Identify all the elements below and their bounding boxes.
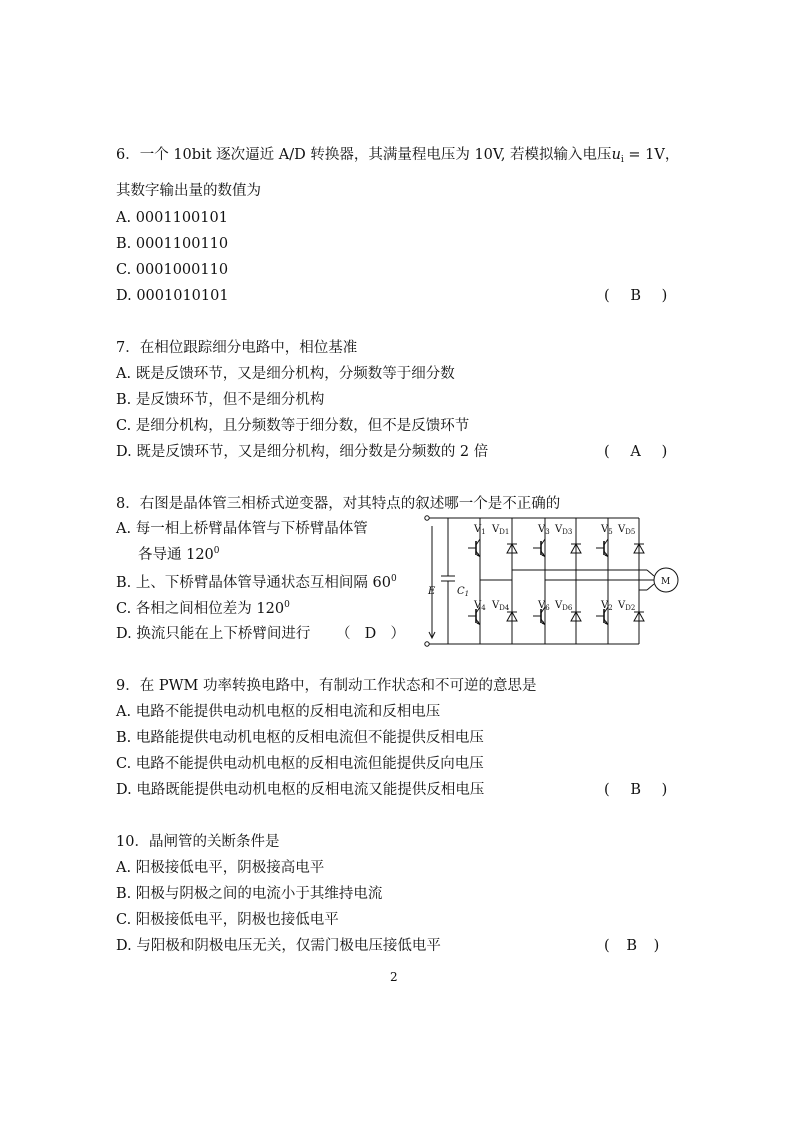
q10-answer: ( B ) (604, 938, 660, 954)
three-phase-bridge-inverter-diagram (418, 512, 688, 652)
q6-option-c: C. 0001000110 (116, 262, 229, 278)
q10-stem: 10．晶闸管的关断条件是 (116, 834, 280, 850)
q8-option-a-line2: 各导通 $120^0$ (138, 546, 220, 563)
label-v6: $V_6$ (538, 600, 550, 612)
label-vd4: $V_{D4}$ (492, 600, 510, 612)
label-v1: $V_1$ (474, 524, 486, 536)
q9-answer: ( B ) (604, 782, 668, 798)
label-v5: $V_5$ (601, 524, 613, 536)
label-v2: $V_2$ (601, 600, 613, 612)
motor-label: M (661, 577, 671, 587)
label-vd5: $V_{D5}$ (618, 524, 636, 536)
q7-answer: ( A ) (604, 444, 668, 460)
q6-option-b: B. 0001100110 (116, 236, 229, 252)
q9-option-b: B. 电路能提供电动机电枢的反相电流但不能提供反相电压 (116, 730, 484, 746)
q6-stem-line2: 其数字输出量的数值为 (116, 183, 261, 199)
q9-option-a: A. 电路不能提供电动机电枢的反相电流和反相电压 (116, 704, 441, 720)
label-v3: $V_3$ (538, 524, 550, 536)
q8-option-c: C. 各相之间相位差为 $120^0$ (116, 600, 290, 617)
q7-option-d: D. 既是反馈环节，又是细分机构，细分数是分频数的 2 倍 (116, 444, 489, 460)
page-number: 2 (390, 970, 398, 984)
q8-stem: 8．右图是晶体管三相桥式逆变器，对其特点的叙述哪一个是不正确的 (116, 496, 561, 512)
q6-answer: ( B ) (604, 288, 668, 304)
q7-option-b: B. 是反馈环节，但不是细分机构 (116, 392, 325, 408)
label-vd2: $V_{D2}$ (618, 600, 636, 612)
capacitor-label: $C_1$ (457, 586, 470, 598)
q10-option-a: A. 阳极接低电平，阴极接高电平 (116, 860, 325, 876)
source-label: E (428, 586, 436, 597)
label-vd3: $V_{D3}$ (555, 524, 573, 536)
q8-option-b: B. 上、下桥臂晶体管导通状态互相间隔 $60^0$ (116, 574, 397, 591)
q10-option-b: B. 阳极与阴极之间的电流小于其维持电流 (116, 886, 383, 902)
q9-option-d: D. 电路既能提供电动机电枢的反相电流又能提供反相电压 (116, 782, 485, 798)
q7-option-a: A. 既是反馈环节，又是细分机构，分频数等于细分数 (116, 366, 455, 382)
q6-stem-line1: 6．一个 10bit 逐次逼近 A/D 转换器，其满量程电压为 10V, 若模拟输入电压$u_i = 1V$， (116, 147, 680, 165)
q8-option-d: D. 换流只能在上下桥臂间进行 (116, 626, 311, 642)
q7-option-c: C. 是细分机构，且分频数等于细分数，但不是反馈环节 (116, 418, 470, 434)
q9-option-c: C. 电路不能提供电动机电枢的反相电流但能提供反向电压 (116, 756, 484, 772)
q6-option-d: D. 0001010101 (116, 288, 229, 304)
q10-option-d: D. 与阳极和阴极电压无关，仅需门极电压接低电平 (116, 938, 441, 954)
q9-stem: 9．在 PWM 功率转换电路中，有制动工作状态和不可逆的意思是 (116, 678, 537, 694)
label-vd6: $V_{D6}$ (555, 600, 573, 612)
label-vd1: $V_{D1}$ (492, 524, 510, 536)
q8-option-a-line1: A. 每一相上桥臂晶体管与下桥臂晶体管 (116, 521, 368, 537)
q10-option-c: C. 阳极接低电平，阴极也接低电平 (116, 912, 339, 928)
q6-option-a: A. 0001100101 (116, 210, 228, 226)
label-v4: $V_4$ (474, 600, 486, 612)
q8-answer: （ D ） (336, 626, 405, 642)
q7-stem: 7．在相位跟踪细分电路中，相位基准 (116, 340, 358, 356)
